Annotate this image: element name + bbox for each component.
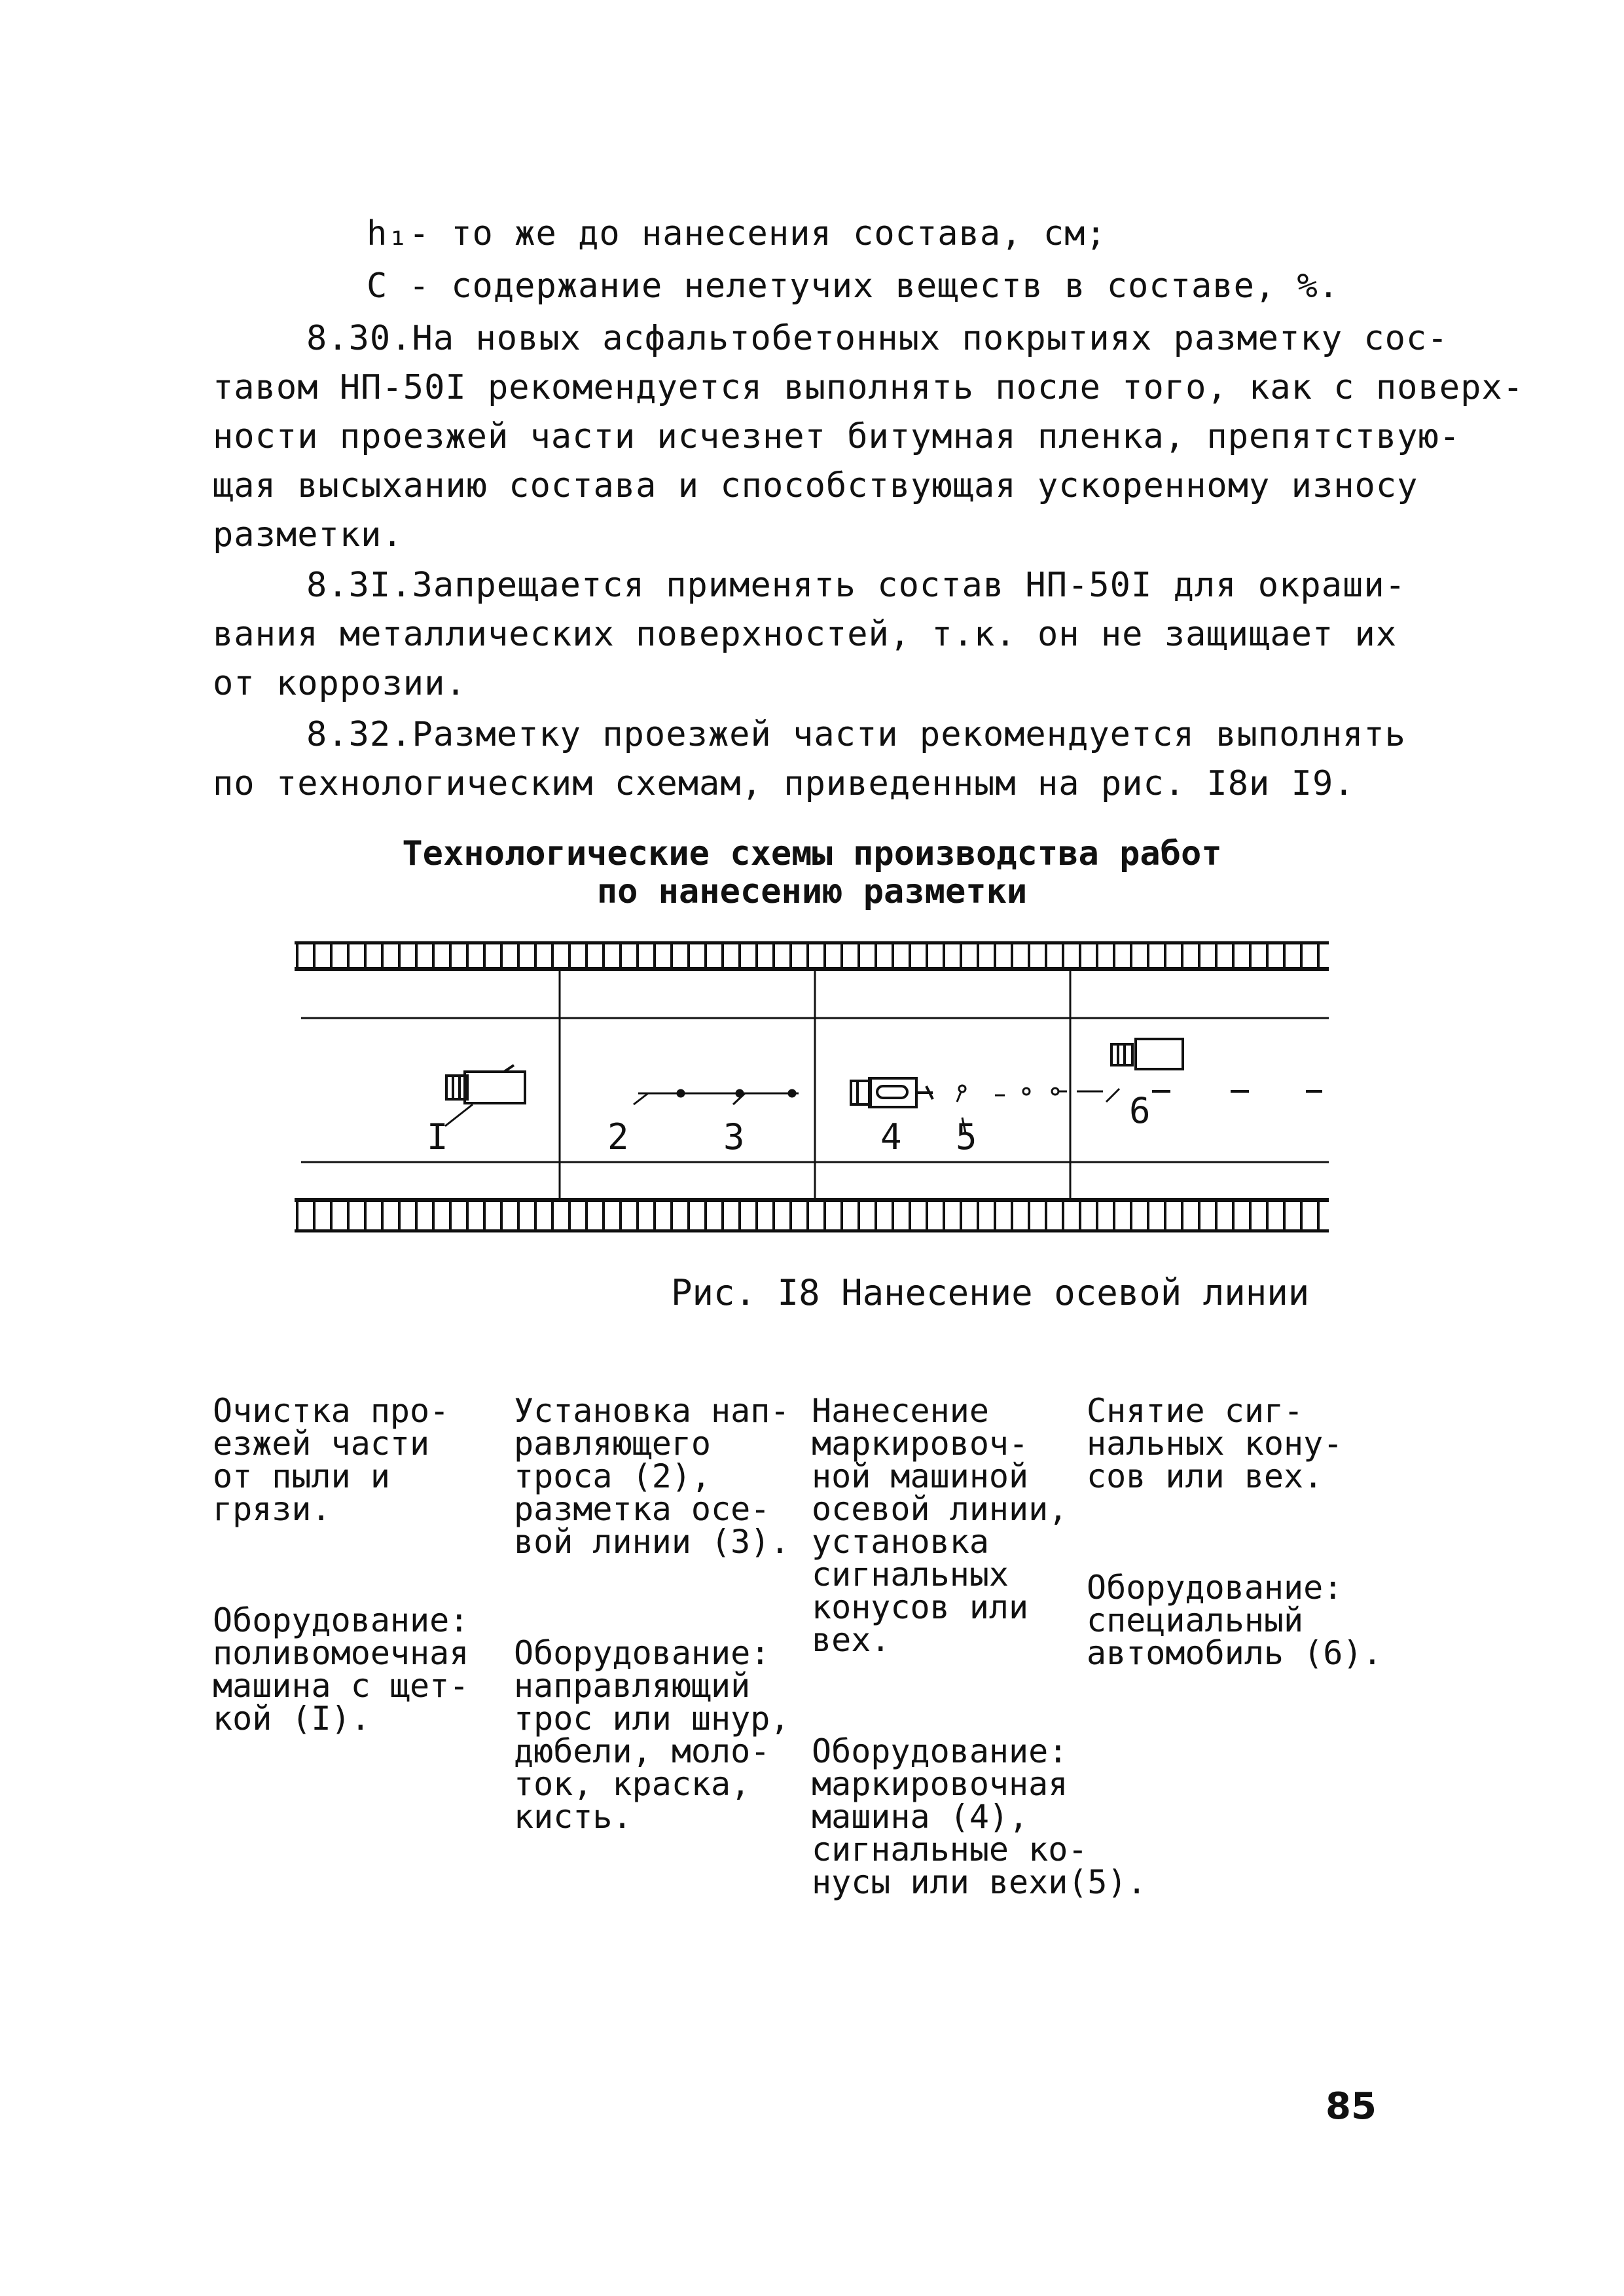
text-line: 8.3I.Запрещается применять состав НП-50I для окраши-: [306, 566, 1406, 605]
marking-machine-icon: [851, 1078, 933, 1107]
text-line: h₁- то же до нанесения состава, см;: [367, 214, 1107, 253]
top-curb-ticks: [297, 943, 1318, 969]
column-equipment: Оборудование: направляющий трос или шнур, дюбели, моло- ток, краска, кисть.: [514, 1634, 790, 1836]
road-marking-diagram: [288, 926, 1335, 1250]
column-equipment: Оборудование: поливомоечная машина с щет- кой (I).: [213, 1601, 469, 1738]
marker-label: 2: [607, 1116, 629, 1157]
dowel-icon: [789, 1091, 795, 1096]
column-description: Установка нап- равляющего троса (2), разметка осе- вой линии (3).: [514, 1392, 790, 1561]
text-line: от коррозии.: [213, 664, 467, 703]
marker-label: 4: [880, 1116, 902, 1157]
text-line: по технологическим схемам, приведенным на рис. I8и I9.: [213, 764, 1355, 803]
marker-label: I: [427, 1116, 448, 1157]
leader-line: [634, 1093, 648, 1104]
watering-machine-icon: [446, 1065, 525, 1103]
figure-caption: Рис. I8 Нанесение осевой линии: [671, 1272, 1310, 1313]
column-description: Очистка про- езжей части от пыли и грязи.: [213, 1392, 450, 1528]
special-vehicle-icon: [1111, 1039, 1183, 1069]
column-description: Снятие сиг- нальных кону- сов или вех.: [1087, 1392, 1343, 1495]
page-number: 85: [1326, 2085, 1377, 2128]
marker-label: 6: [1129, 1090, 1151, 1131]
text-line: С - содержание нелетучих веществ в составе, %.: [367, 266, 1340, 306]
leader-line: [445, 1104, 473, 1126]
column-description: Нанесение маркировоч- ной машиной осевой линии, установка сигнальных конусов или вех.: [812, 1392, 1068, 1659]
figure-title: Технологические схемы производства работ: [402, 834, 1222, 873]
column-equipment: Оборудование: маркировочная машина (4), сигнальные ко- нусы или вехи(5).: [812, 1732, 1147, 1901]
text-line: ности проезжей части исчезнет битумная пленка, препятствую-: [213, 417, 1461, 456]
text-line: тавом НП-50I рекомендуется выполнять после того, как с поверх-: [213, 368, 1525, 407]
marker-label: 5: [956, 1116, 977, 1157]
text-line: 8.32.Разметку проезжей части рекомендуется выполнять: [306, 715, 1406, 754]
column-cone-removal: [1087, 1329, 1382, 1715]
leader-line: [1106, 1089, 1119, 1102]
text-line: щая высыханию состава и способствующая ускоренному износу: [213, 466, 1418, 505]
column-equipment: Оборудование: специальный автомобиль (6).: [1087, 1569, 1382, 1672]
dowel-icon: [678, 1091, 683, 1096]
figure-subtitle: по нанесению разметки: [596, 872, 1028, 911]
column-cleaning: [213, 1329, 469, 1781]
dowel-icon: [737, 1091, 742, 1096]
text-line: 8.30.На новых асфальтобетонных покрытиях разметку сос-: [306, 319, 1449, 358]
text-line: вания металлических поверхностей, т.к. он не защищает их: [213, 615, 1398, 654]
bottom-curb-ticks: [297, 1200, 1318, 1231]
text-line: разметки.: [213, 515, 403, 555]
marker-label: 3: [723, 1116, 745, 1157]
column-guide-rope: [514, 1329, 789, 1879]
